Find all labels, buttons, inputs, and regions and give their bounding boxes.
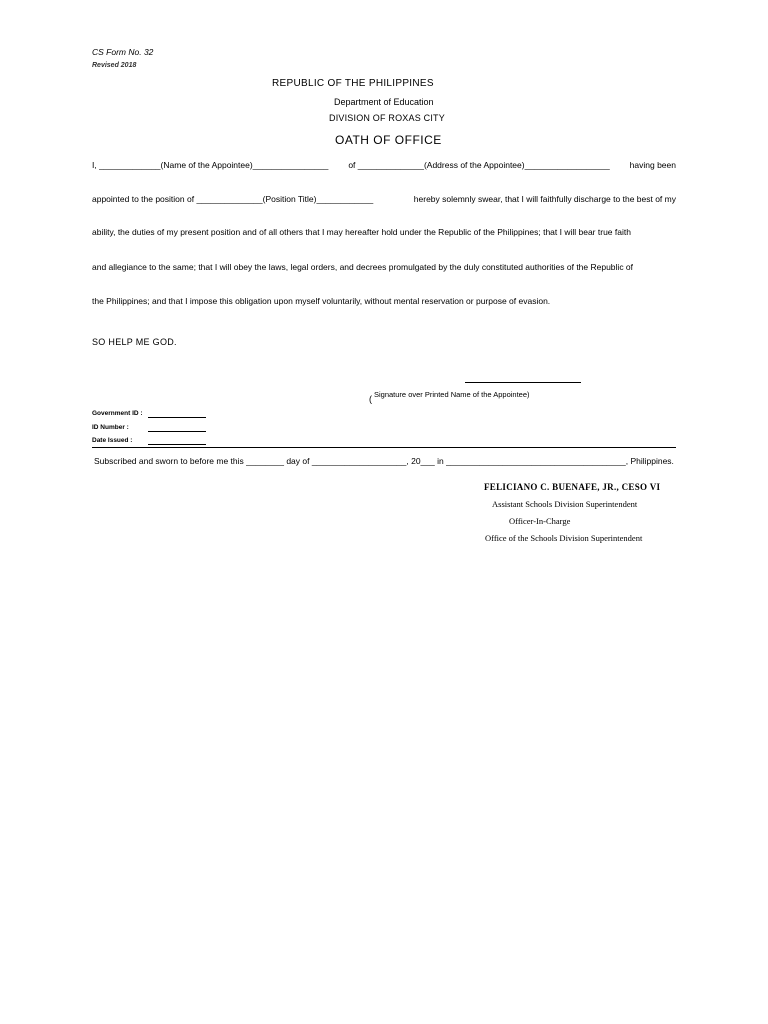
- government-id-field[interactable]: [148, 417, 206, 418]
- republic-heading: REPUBLIC OF THE PHILIPPINES: [272, 78, 434, 89]
- oath-line-4: [92, 262, 676, 272]
- oath-line-3: [92, 227, 676, 237]
- date-issued-label: Date Issued :: [92, 437, 133, 444]
- oath-line-5: the Philippines; and that I impose this obligation upon myself voluntarily, without mental reservation or purpose of evasion.: [92, 296, 551, 306]
- oath-text: ability, the duties of my present position and of all others that I may hereafter hold under the Republic of the Philippines; that I will bear true faith: [92, 227, 631, 237]
- government-id-label: Government ID :: [92, 410, 143, 417]
- position-title-blank[interactable]: appointed to the position of ______________(Position Title)____________: [92, 194, 374, 204]
- closing-phrase: SO HELP ME GOD.: [92, 337, 177, 347]
- section-divider: [92, 447, 676, 448]
- signature-caption: Signature over Printed Name of the Appointee): [374, 390, 530, 399]
- officer-office: Office of the Schools Division Superintendent: [485, 533, 643, 543]
- officer-title: Assistant Schools Division Superintendent: [492, 499, 638, 509]
- oath-text: having been: [629, 160, 676, 170]
- date-issued-field[interactable]: [148, 444, 206, 445]
- id-number-label: ID Number :: [92, 424, 129, 431]
- page-title: OATH OF OFFICE: [335, 133, 442, 147]
- officer-role: Officer-In-Charge: [509, 516, 571, 526]
- appointee-name-blank[interactable]: I, _____________(Name of the Appointee)________________: [92, 160, 329, 170]
- signature-line[interactable]: [465, 382, 581, 383]
- division-heading: DIVISION OF ROXAS CITY: [329, 113, 445, 123]
- department-heading: Department of Education: [334, 97, 434, 107]
- oath-line-1: [92, 160, 676, 170]
- subscribed-sworn-line[interactable]: Subscribed and sworn to before me this ________ day of ____________________, 20___ in ______________________________________, Philippines.: [94, 456, 674, 466]
- oath-text: hereby solemnly swear, that I will faithfully discharge to the best of my: [413, 194, 676, 204]
- id-number-field[interactable]: [148, 431, 206, 432]
- signature-paren: (: [369, 394, 372, 404]
- oath-line-2: [92, 194, 676, 204]
- oath-text: and allegiance to the same; that I will obey the laws, legal orders, and decrees promulgated by the duly constituted authorities of the Republic of: [92, 262, 634, 272]
- appointee-address-blank[interactable]: of ______________(Address of the Appointee)__________________: [348, 160, 610, 170]
- revision-note: Revised 2018: [92, 62, 137, 69]
- form-number: CS Form No. 32: [92, 47, 154, 57]
- officer-name: FELICIANO C. BUENAFE, JR., CESO VI: [484, 482, 661, 492]
